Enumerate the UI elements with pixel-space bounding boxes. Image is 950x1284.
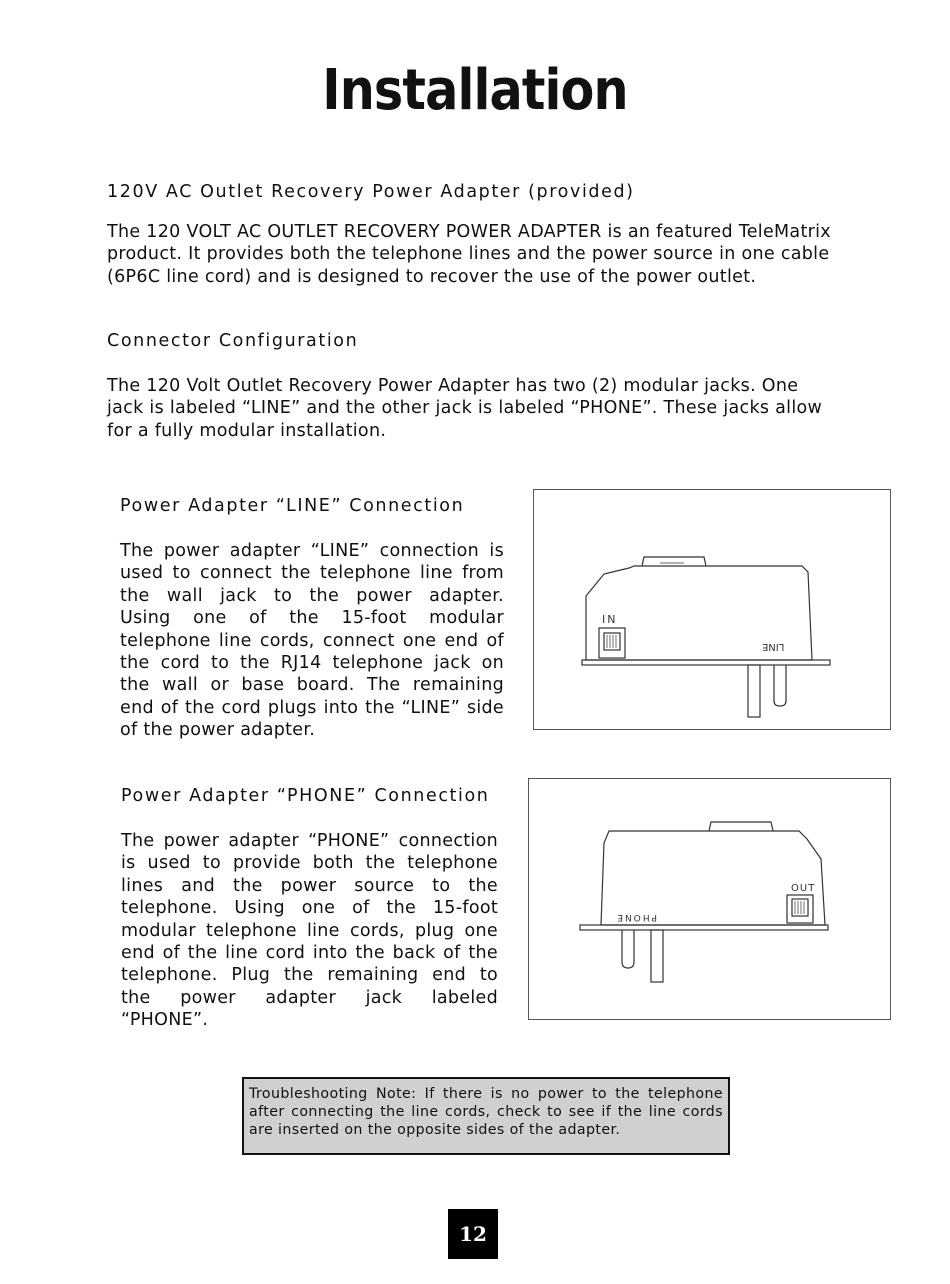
line-adapter-illustration	[534, 490, 890, 729]
line-adapter-figure	[533, 489, 891, 730]
line-connection-paragraph	[120, 540, 504, 742]
note-line: after connecting the line cords, check to see if the line cords	[249, 1104, 723, 1121]
section-heading-line-connection: Power Adapter “LINE” Connection	[120, 496, 465, 516]
paragraph-line: The 120 Volt Outlet Recovery Power Adapter has two (2) modular jacks. One	[107, 376, 799, 396]
paragraph-line: The power adapter “LINE” connection is	[120, 541, 504, 561]
in-jack-label: IN	[602, 613, 618, 626]
paragraph-line: telephone line cords, connect one end of	[120, 630, 504, 651]
phone-adapter-figure	[528, 778, 891, 1020]
paragraph-line: product. It provides both the telephone lines and the power source in one cable	[107, 244, 830, 265]
troubleshooting-note	[242, 1077, 730, 1155]
paragraph-line: Using one of the 15-foot modular	[120, 608, 504, 629]
page-title: Installation	[322, 58, 628, 123]
paragraph-line: lines and the power source to the	[121, 875, 498, 896]
phone-side-label: PHONE	[615, 912, 657, 922]
paragraph-line: jack is labeled “LINE” and the other jack is labeled “PHONE”. These jacks allow	[107, 398, 823, 419]
paragraph-line: telephone. Plug the remaining end to	[121, 965, 498, 986]
paragraph-line: “PHONE”.	[121, 1010, 209, 1031]
section-heading-phone-connection: Power Adapter “PHONE” Connection	[121, 786, 490, 806]
section-heading-power-adapter: 120V AC Outlet Recovery Power Adapter (provided)	[107, 182, 635, 202]
paragraph-line: telephone. Using one of the 15-foot	[121, 898, 498, 919]
section-paragraph-connector-configuration	[107, 375, 867, 442]
paragraph-line: (6P6C line cord) and is designed to recover the use of the power outlet.	[107, 266, 757, 287]
paragraph-line: the power adapter jack labeled	[121, 987, 498, 1008]
note-line: are inserted on the opposite sides of the adapter.	[249, 1122, 621, 1139]
section-heading-connector-configuration: Connector Configuration	[107, 331, 359, 351]
paragraph-line: the cord to the RJ14 telephone jack on	[120, 653, 504, 674]
paragraph-line: the wall or base board. The remaining	[120, 675, 504, 696]
paragraph-line: end of the line cord into the back of the	[121, 943, 498, 964]
paragraph-line: is used to provide both the telephone	[121, 853, 498, 874]
paragraph-line: the wall jack to the power adapter.	[120, 585, 504, 606]
line-side-label: LINE	[762, 641, 785, 652]
paragraph-line: The power adapter “PHONE” connection	[121, 831, 498, 851]
page-number: 12	[448, 1209, 498, 1259]
phone-adapter-illustration	[529, 779, 890, 1019]
paragraph-line: of the power adapter.	[120, 720, 316, 741]
out-jack-label: OUT	[791, 883, 816, 894]
section-paragraph-power-adapter	[107, 221, 867, 288]
paragraph-line: The 120 VOLT AC OUTLET RECOVERY POWER ADAPTER is an featured TeleMatrix	[107, 222, 831, 242]
paragraph-line: end of the cord plugs into the “LINE” side	[120, 697, 504, 718]
paragraph-line: modular telephone line cords, plug one	[121, 920, 498, 941]
phone-connection-paragraph	[121, 830, 498, 1032]
note-line: Troubleshooting Note: If there is no power to the telephone	[249, 1086, 723, 1102]
paragraph-line: for a fully modular installation.	[107, 420, 387, 441]
paragraph-line: used to connect the telephone line from	[120, 563, 504, 584]
